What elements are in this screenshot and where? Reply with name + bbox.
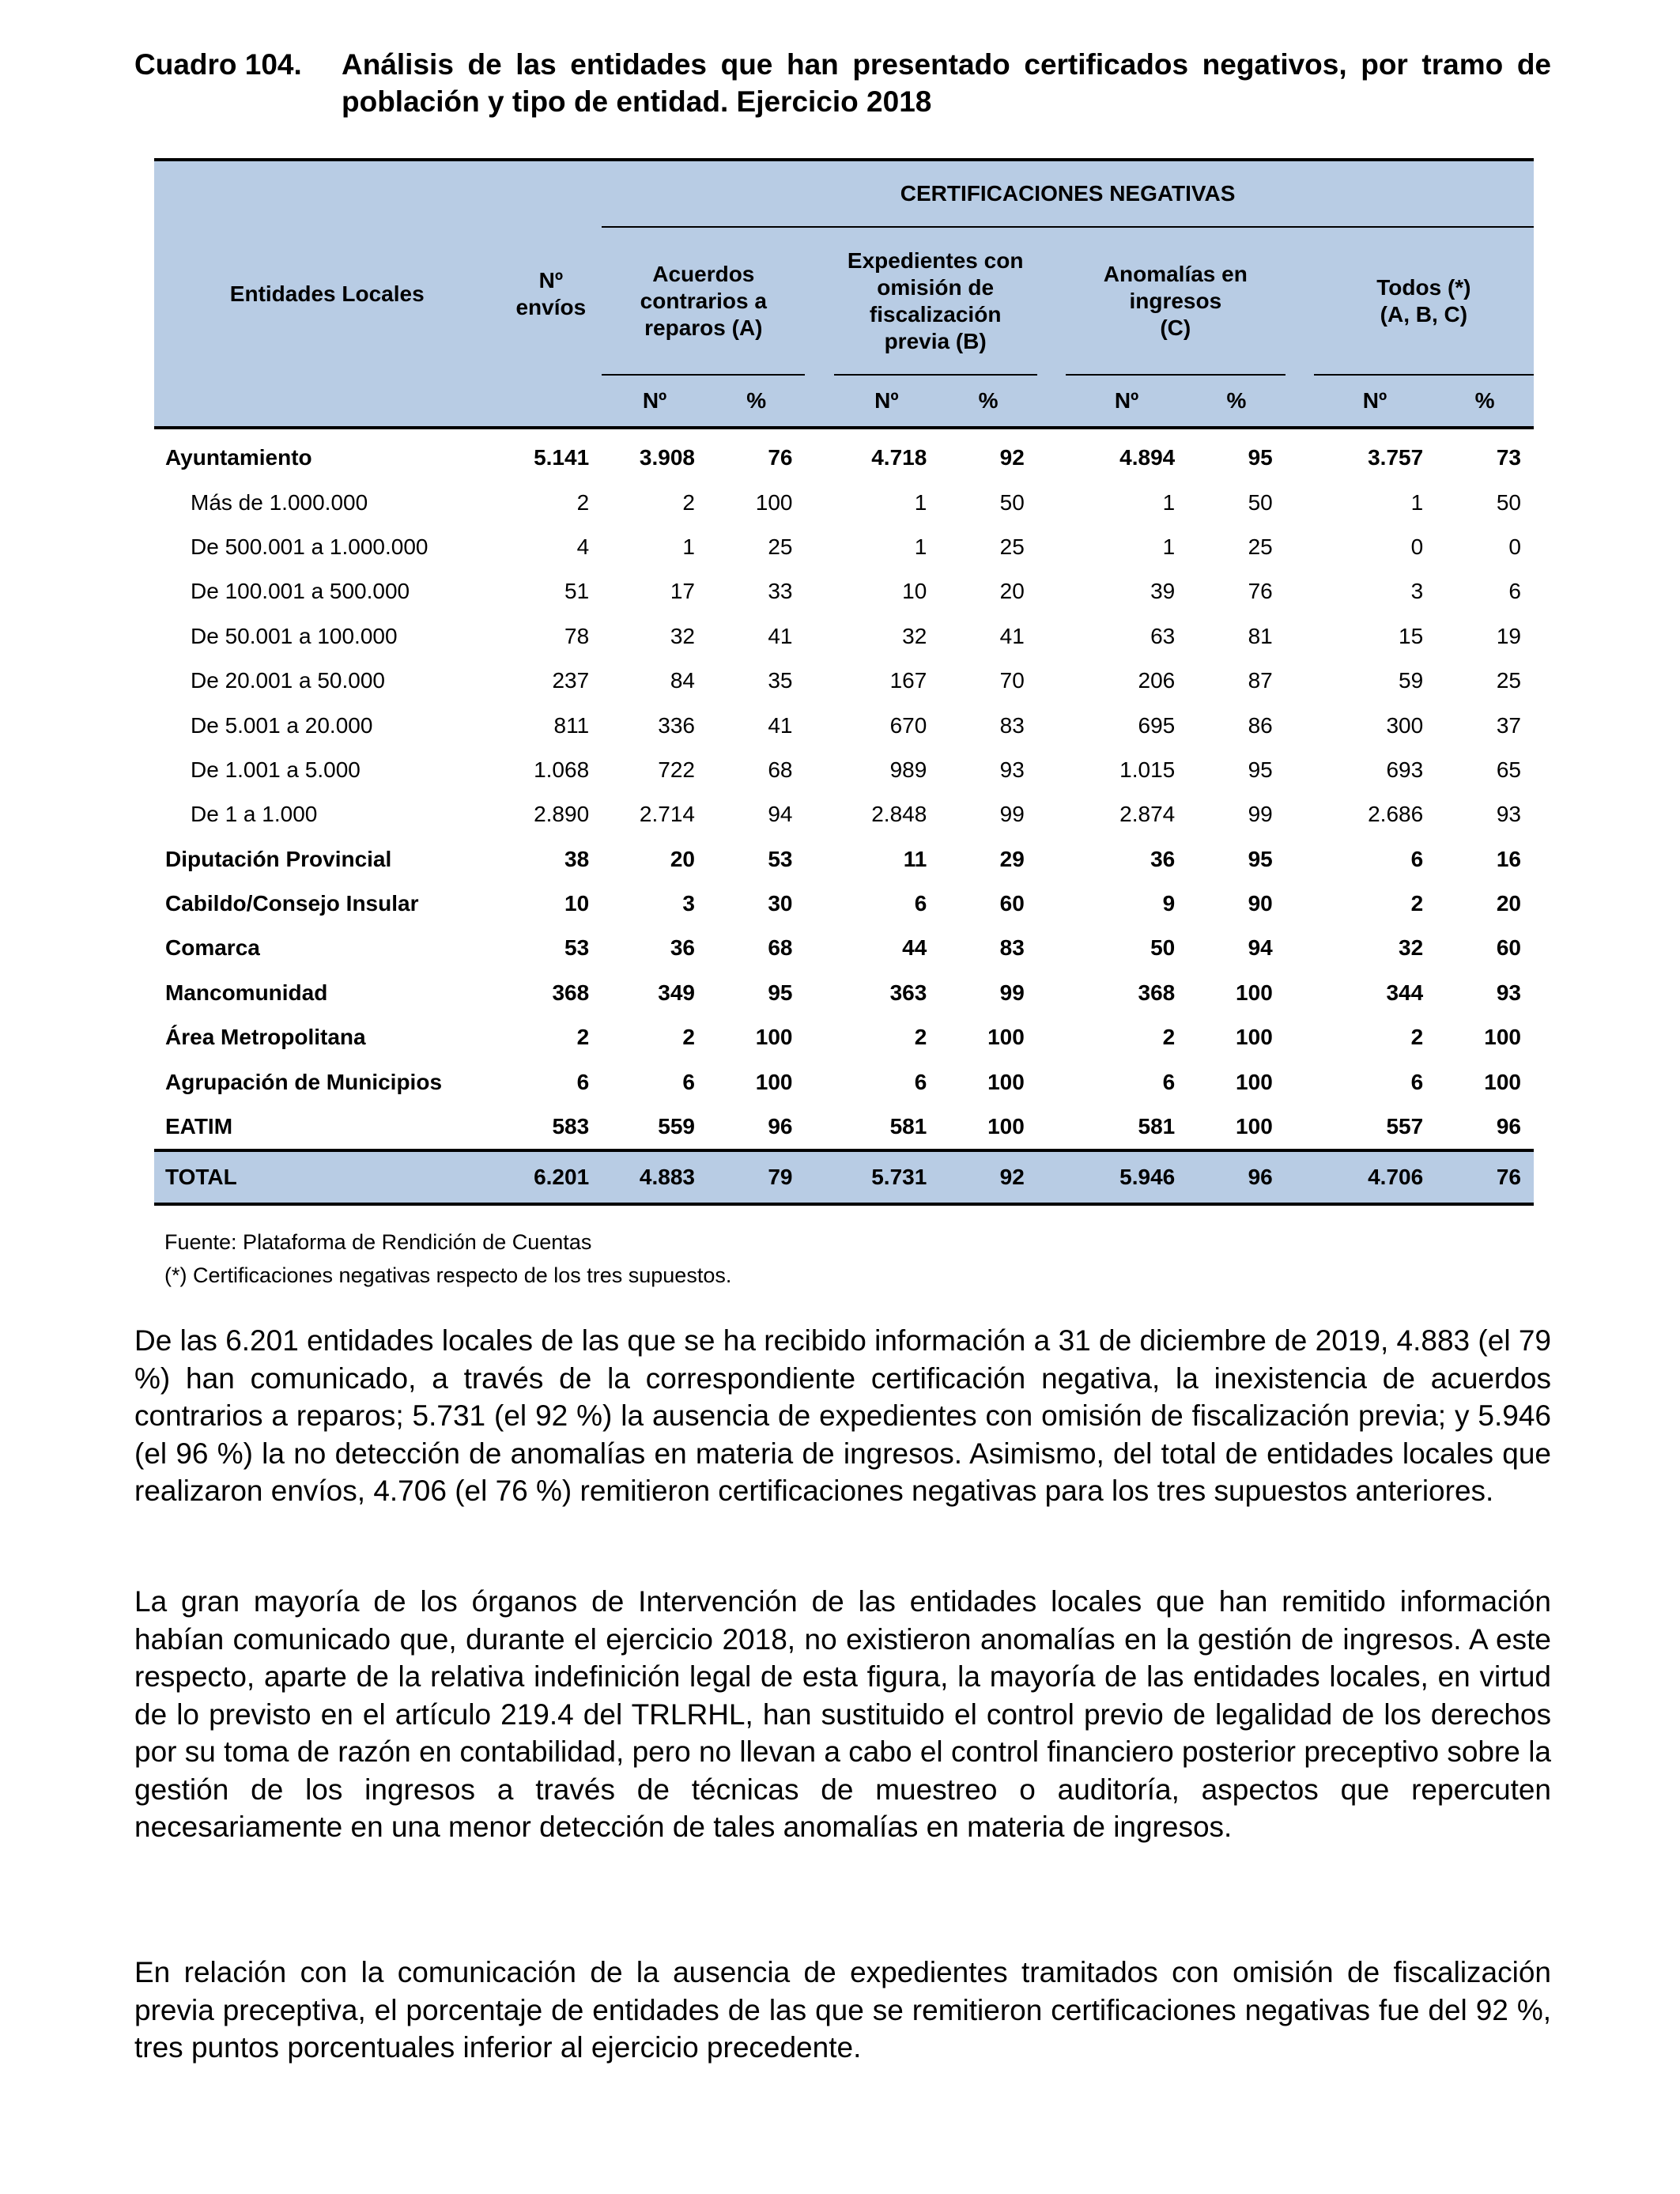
column-gap: [1285, 659, 1314, 703]
row-label: Agrupación de Municipios: [165, 1069, 443, 1094]
cell-c-p: 96: [1187, 1150, 1285, 1204]
source-note: Fuente: Plataforma de Rendición de Cuentas: [164, 1230, 592, 1254]
row-label: Más de 1.000.000: [191, 489, 368, 515]
cell-a-n: 3: [682, 891, 695, 916]
cell-c-n: 2.874: [1119, 802, 1176, 827]
cell-env: 51: [564, 579, 590, 604]
cell-d-n: 15: [1399, 623, 1424, 648]
cell-a-p: 25: [768, 534, 793, 559]
column-gap: [1037, 1105, 1066, 1150]
column-gap: [1037, 569, 1066, 614]
row-label: De 1.001 a 5.000: [191, 757, 361, 782]
cell-c-p: 100: [1236, 1069, 1273, 1094]
cell-a-p: 30: [768, 891, 793, 916]
table-row: [154, 614, 1534, 659]
column-gap: [1285, 1150, 1314, 1204]
cell-b-n: 5.731: [834, 1150, 940, 1204]
cell-c-p: 99: [1248, 802, 1273, 827]
column-gap: [805, 971, 833, 1015]
header-envios-line1: Nº: [538, 267, 564, 293]
table-row: [154, 882, 1534, 926]
header-b-n: Nº: [834, 375, 940, 428]
cell-a-n: 3.908: [639, 445, 695, 470]
header-certificaciones-negativas: CERTIFICACIONES NEGATIVAS: [602, 160, 1534, 227]
column-gap: [1037, 525, 1066, 569]
cell-d-n: 557: [1386, 1114, 1424, 1139]
header-group-c: [1066, 227, 1285, 375]
header-envios-line2: envíos: [515, 294, 587, 319]
cell-d-p: 19: [1496, 623, 1521, 648]
cell-d-p: 100: [1484, 1025, 1521, 1050]
column-gap: [1037, 926, 1066, 970]
caption-title: Análisis de las entidades que han presentado certificados negativos, por tramo de población y tipo de entidad. Ejercicio 2018: [342, 48, 1551, 118]
cell-d-p: 16: [1496, 846, 1521, 871]
header-d-line1: Todos (*): [1376, 274, 1471, 300]
cell-c-p: 95: [1248, 445, 1273, 470]
cell-c-n: 206: [1138, 668, 1176, 693]
footnotes: [164, 1228, 731, 1290]
cell-c-n: 4.894: [1119, 445, 1176, 470]
header-gap: [805, 375, 833, 428]
column-gap: [1285, 428, 1314, 480]
cell-b-p: 99: [999, 980, 1025, 1005]
paragraph-2: La gran mayoría de los órganos de Intervención de las entidades locales que han remitido información habían comunicado que, durante el ejercicio 2018, no existieron anomalías en la gestión de ingresos. A este respecto, aparte de la relativa indefinición legal de esta figura, la mayoría de las entidades locales, en virtud de lo previsto en el artículo 219.4 del TRLRHL, han sustituido el control previo de legalidad de los derechos por su toma de razón en contabilidad, pero no llevan a cabo el control financiero posterior preceptivo sobre la gestión de los ingresos a través de técnicas de muestreo o auditoría, aspectos que repercuten necesariamente en una menor detección de tales anomalías en materia de ingresos.: [134, 1585, 1551, 1843]
cell-a-p: 33: [768, 579, 793, 604]
column-gap: [805, 792, 833, 836]
cell-b-p: 92: [939, 1150, 1037, 1204]
cell-a-p: 68: [768, 935, 793, 961]
cell-d-n: 0: [1410, 534, 1424, 559]
certificates-table: [154, 158, 1534, 1206]
cell-b-n: 363: [889, 980, 927, 1005]
cell-env: 38: [564, 846, 590, 871]
cell-d-p: 96: [1496, 1114, 1521, 1139]
row-label: De 20.001 a 50.000: [191, 668, 385, 693]
column-gap: [1037, 882, 1066, 926]
cell-a-n: 17: [670, 579, 695, 604]
cell-env: 10: [564, 891, 590, 916]
column-gap: [1037, 659, 1066, 703]
column-gap: [1037, 792, 1066, 836]
cell-b-p: 92: [999, 445, 1025, 470]
column-gap: [805, 659, 833, 703]
cell-b-n: 10: [902, 579, 927, 604]
cell-b-n: 670: [889, 712, 927, 738]
header-d-line2: (A, B, C): [1380, 301, 1468, 327]
column-gap: [805, 569, 833, 614]
header-d-pct: %: [1436, 375, 1534, 428]
column-gap: [805, 525, 833, 569]
cell-c-n: 63: [1150, 623, 1176, 648]
table-caption: [134, 46, 1551, 120]
cell-env: 78: [564, 623, 590, 648]
column-gap: [1285, 703, 1314, 747]
cell-d-n: 3.757: [1368, 445, 1424, 470]
cell-b-n: 11: [903, 846, 927, 871]
cell-b-n: 6: [914, 1069, 927, 1094]
cell-b-n: 2.848: [871, 802, 927, 827]
table-row: [154, 703, 1534, 747]
column-gap: [1285, 882, 1314, 926]
header-b-pct: %: [939, 375, 1037, 428]
cell-d-p: 100: [1484, 1069, 1521, 1094]
cell-env: 53: [564, 935, 590, 961]
header-c-line3: (C): [1160, 315, 1191, 340]
table-container: [154, 158, 1534, 1206]
table-row: [154, 525, 1534, 569]
cell-d-n: 1: [1410, 489, 1424, 515]
cell-env: 237: [552, 668, 590, 693]
row-label: Diputación Provincial: [165, 846, 392, 871]
cell-c-p: 90: [1248, 891, 1273, 916]
table-row: [154, 569, 1534, 614]
cell-d-n: 300: [1386, 712, 1424, 738]
header-group-d: [1314, 227, 1534, 375]
cell-a-n: 36: [670, 935, 695, 961]
cell-a-p: 35: [768, 668, 793, 693]
cell-d-n: 6: [1410, 1069, 1424, 1094]
cell-b-p: 93: [999, 757, 1025, 782]
cell-a-n: 559: [658, 1114, 695, 1139]
column-gap: [805, 882, 833, 926]
cell-b-p: 25: [999, 534, 1025, 559]
row-label: Cabildo/Consejo Insular: [165, 891, 419, 916]
row-label: EATIM: [165, 1114, 233, 1139]
cell-c-n: 695: [1138, 712, 1176, 738]
cell-a-n: 336: [658, 712, 695, 738]
cell-c-n: 581: [1138, 1114, 1176, 1139]
header-b-line1: Expedientes con: [847, 247, 1024, 273]
cell-c-n: 5.946: [1066, 1150, 1187, 1204]
cell-a-p: 53: [768, 846, 793, 871]
cell-c-n: 2: [1162, 1025, 1176, 1050]
header-a-line3: reparos (A): [644, 315, 763, 340]
column-gap: [805, 926, 833, 970]
cell-c-p: 100: [1236, 1114, 1273, 1139]
header-c-n: Nº: [1066, 375, 1187, 428]
cell-b-p: 83: [999, 935, 1025, 961]
column-gap: [1037, 1150, 1066, 1204]
cell-env: 4: [576, 534, 590, 559]
cell-c-p: 95: [1248, 757, 1273, 782]
paragraph-3: En relación con la comunicación de la ausencia de expedientes tramitados con omisión de fiscalización previa preceptiva, el porcentaje de entidades de las que se remitieron certificaciones negativas fue del 92 %, tres puntos porcentuales inferior al ejercicio precedente.: [134, 1956, 1551, 2064]
cell-b-p: 60: [999, 891, 1025, 916]
cell-a-n: 722: [658, 757, 695, 782]
cell-a-n: 2: [682, 489, 695, 515]
cell-d-n: 3: [1410, 579, 1424, 604]
row-label: De 500.001 a 1.000.000: [191, 534, 428, 559]
cell-a-p: 41: [768, 623, 793, 648]
cell-env: 1.068: [534, 757, 590, 782]
cell-a-p: 41: [768, 712, 793, 738]
cell-c-p: 86: [1248, 712, 1273, 738]
cell-d-p: 73: [1496, 445, 1521, 470]
cell-a-n: 6: [682, 1069, 695, 1094]
cell-d-p: 60: [1496, 935, 1521, 961]
cell-d-n: 6: [1410, 846, 1424, 871]
table-total-row: [154, 1150, 1534, 1204]
column-gap: [1285, 971, 1314, 1015]
cell-env: 583: [552, 1114, 590, 1139]
table-row: [154, 971, 1534, 1015]
cell-b-p: 100: [987, 1114, 1025, 1139]
cell-a-p: 100: [755, 489, 793, 515]
cell-env: 368: [552, 980, 590, 1005]
row-label: Área Metropolitana: [165, 1025, 366, 1050]
header-c-line2: ingresos: [1129, 288, 1222, 313]
table-row: [154, 1105, 1534, 1150]
cell-c-n: 368: [1138, 980, 1176, 1005]
table-row: [154, 926, 1534, 970]
column-gap: [805, 614, 833, 659]
cell-c-n: 50: [1150, 935, 1176, 961]
asterisk-note: (*) Certificaciones negativas respecto de los tres supuestos.: [164, 1263, 732, 1287]
cell-b-p: 100: [987, 1025, 1025, 1050]
header-gap: [805, 227, 833, 375]
column-gap: [805, 1105, 833, 1150]
cell-a-n: 84: [670, 668, 695, 693]
cell-b-n: 4.718: [871, 445, 927, 470]
cell-env: 6.201: [500, 1150, 602, 1204]
cell-a-p: 95: [768, 980, 793, 1005]
cell-d-p: 65: [1496, 757, 1521, 782]
table-row: [154, 1015, 1534, 1059]
cell-d-p: 93: [1496, 980, 1521, 1005]
cell-a-p: 76: [768, 445, 793, 470]
row-label: De 5.001 a 20.000: [191, 712, 373, 738]
cell-c-n: 39: [1150, 579, 1176, 604]
cell-a-n: 20: [670, 846, 695, 871]
cell-b-n: 1: [914, 534, 927, 559]
cell-c-p: 100: [1236, 1025, 1273, 1050]
header-c-pct: %: [1187, 375, 1285, 428]
column-gap: [1285, 837, 1314, 882]
paragraph-1: De las 6.201 entidades locales de las que se ha recibido información a 31 de diciembre de 2019, 4.883 (el 79 %) han comunicado, a través de la correspondiente certificación negativa, la inexistencia de acuerdos contrarios a reparos; 5.731 (el 92 %) la ausencia de expedientes con omisión de fiscalización previa; y 5.946 (el 96 %) la no detección de anomalías en materia de ingresos. Asimismo, del total de entidades locales que realizaron envíos, 4.706 (el 76 %) remitieron certificaciones negativas para los tres supuestos anteriores.: [134, 1324, 1551, 1507]
row-label: De 50.001 a 100.000: [191, 623, 398, 648]
cell-c-n: 1: [1162, 534, 1176, 559]
column-gap: [805, 837, 833, 882]
header-c-line1: Anomalías en: [1103, 261, 1248, 286]
column-gap: [1285, 480, 1314, 524]
header-a-pct: %: [708, 375, 806, 428]
cell-b-p: 83: [999, 712, 1025, 738]
cell-d-p: 93: [1496, 802, 1521, 827]
table-row: [154, 792, 1534, 836]
column-gap: [1037, 428, 1066, 480]
cell-d-p: 6: [1508, 579, 1521, 604]
cell-c-p: 94: [1248, 935, 1273, 961]
table-row: [154, 1059, 1534, 1104]
header-gap: [1037, 227, 1066, 375]
cell-a-p: 68: [768, 757, 793, 782]
column-gap: [1285, 1059, 1314, 1104]
cell-d-n: 693: [1386, 757, 1424, 782]
header-d-n: Nº: [1314, 375, 1436, 428]
cell-a-p: 100: [755, 1069, 793, 1094]
cell-b-n: 6: [914, 891, 927, 916]
cell-b-n: 989: [889, 757, 927, 782]
cell-c-p: 87: [1248, 668, 1273, 693]
column-gap: [805, 748, 833, 792]
table-body: [154, 428, 1534, 1204]
cell-d-n: 2: [1410, 1025, 1424, 1050]
cell-env: 6: [576, 1069, 590, 1094]
cell-a-n: 32: [670, 623, 695, 648]
cell-d-n: 2.686: [1368, 802, 1424, 827]
cell-d-n: 4.706: [1314, 1150, 1436, 1204]
row-label: Ayuntamiento: [165, 445, 312, 470]
cell-b-n: 581: [889, 1114, 927, 1139]
column-gap: [805, 480, 833, 524]
cell-d-n: 59: [1399, 668, 1424, 693]
table-row: [154, 428, 1534, 480]
cell-b-p: 29: [999, 846, 1025, 871]
column-gap: [1285, 525, 1314, 569]
cell-d-n: 32: [1399, 935, 1424, 961]
cell-d-p: 50: [1496, 489, 1521, 515]
cell-c-p: 95: [1248, 846, 1273, 871]
cell-b-n: 44: [902, 935, 927, 961]
cell-b-n: 1: [914, 489, 927, 515]
cell-a-n: 1: [682, 534, 695, 559]
cell-b-p: 100: [987, 1069, 1025, 1094]
column-gap: [1037, 971, 1066, 1015]
cell-b-p: 70: [999, 668, 1025, 693]
cell-a-n: 2: [682, 1025, 695, 1050]
cell-d-p: 37: [1496, 712, 1521, 738]
caption-number: Cuadro 104.: [134, 48, 302, 81]
cell-d-p: 25: [1496, 668, 1521, 693]
column-gap: [805, 1059, 833, 1104]
row-label: De 1 a 1.000: [191, 802, 318, 827]
column-gap: [1285, 748, 1314, 792]
cell-b-p: 99: [999, 802, 1025, 827]
cell-c-p: 50: [1248, 489, 1273, 515]
row-label: TOTAL: [154, 1150, 500, 1204]
header-b-line2: omisión de: [877, 274, 995, 300]
cell-c-p: 25: [1248, 534, 1273, 559]
column-gap: [1285, 1015, 1314, 1059]
cell-b-p: 41: [999, 623, 1025, 648]
cell-env: 2.890: [534, 802, 590, 827]
cell-b-n: 32: [902, 623, 927, 648]
column-gap: [805, 703, 833, 747]
header-gap: [1285, 227, 1314, 375]
cell-b-p: 20: [999, 579, 1025, 604]
cell-c-n: 9: [1162, 891, 1176, 916]
header-a-line2: contrarios a: [640, 288, 767, 313]
header-b-line4: previa (B): [884, 328, 987, 353]
column-gap: [1037, 1059, 1066, 1104]
column-gap: [805, 428, 833, 480]
cell-c-n: 6: [1162, 1069, 1176, 1094]
cell-b-p: 50: [999, 489, 1025, 515]
cell-env: 5.141: [534, 445, 590, 470]
cell-env: 2: [576, 489, 590, 515]
cell-c-n: 36: [1150, 846, 1176, 871]
cell-b-n: 167: [889, 668, 927, 693]
cell-d-p: 0: [1508, 534, 1521, 559]
header-group-a: [602, 227, 805, 375]
header-envios: [500, 160, 602, 428]
column-gap: [1037, 614, 1066, 659]
column-gap: [1285, 614, 1314, 659]
column-gap: [1285, 792, 1314, 836]
column-gap: [1037, 703, 1066, 747]
table-row: [154, 659, 1534, 703]
header-a-line1: Acuerdos: [652, 261, 755, 286]
cell-d-n: 344: [1386, 980, 1424, 1005]
cell-a-n: 349: [658, 980, 695, 1005]
header-group-b: [834, 227, 1037, 375]
cell-c-n: 1.015: [1119, 757, 1176, 782]
cell-a-p: 94: [768, 802, 793, 827]
column-gap: [1037, 1015, 1066, 1059]
column-gap: [1285, 926, 1314, 970]
column-gap: [1285, 1105, 1314, 1150]
column-gap: [1285, 569, 1314, 614]
cell-d-n: 2: [1410, 891, 1424, 916]
table-row: [154, 480, 1534, 524]
cell-env: 2: [576, 1025, 590, 1050]
column-gap: [1037, 480, 1066, 524]
row-label: Mancomunidad: [165, 980, 328, 1005]
column-gap: [1037, 837, 1066, 882]
row-label: De 100.001 a 500.000: [191, 579, 410, 604]
header-a-n: Nº: [602, 375, 708, 428]
cell-a-p: 96: [768, 1114, 793, 1139]
cell-a-p: 79: [708, 1150, 806, 1204]
table-row: [154, 748, 1534, 792]
table-row: [154, 837, 1534, 882]
column-gap: [1037, 748, 1066, 792]
header-gap: [1037, 375, 1066, 428]
cell-c-p: 76: [1248, 579, 1273, 604]
header-entidades: Entidades Locales: [154, 160, 500, 428]
cell-a-n: 2.714: [639, 802, 695, 827]
cell-d-p: 76: [1436, 1150, 1534, 1204]
cell-c-n: 1: [1162, 489, 1176, 515]
row-label: Comarca: [165, 935, 260, 961]
column-gap: [805, 1015, 833, 1059]
cell-a-n: 4.883: [602, 1150, 708, 1204]
cell-a-p: 100: [755, 1025, 793, 1050]
cell-env: 811: [553, 712, 590, 738]
cell-c-p: 100: [1236, 980, 1273, 1005]
cell-b-n: 2: [914, 1025, 927, 1050]
header-gap: [1285, 375, 1314, 428]
column-gap: [805, 1150, 833, 1204]
header-b-line3: fiscalización: [869, 301, 1002, 327]
cell-d-p: 20: [1496, 891, 1521, 916]
cell-c-p: 81: [1248, 623, 1273, 648]
